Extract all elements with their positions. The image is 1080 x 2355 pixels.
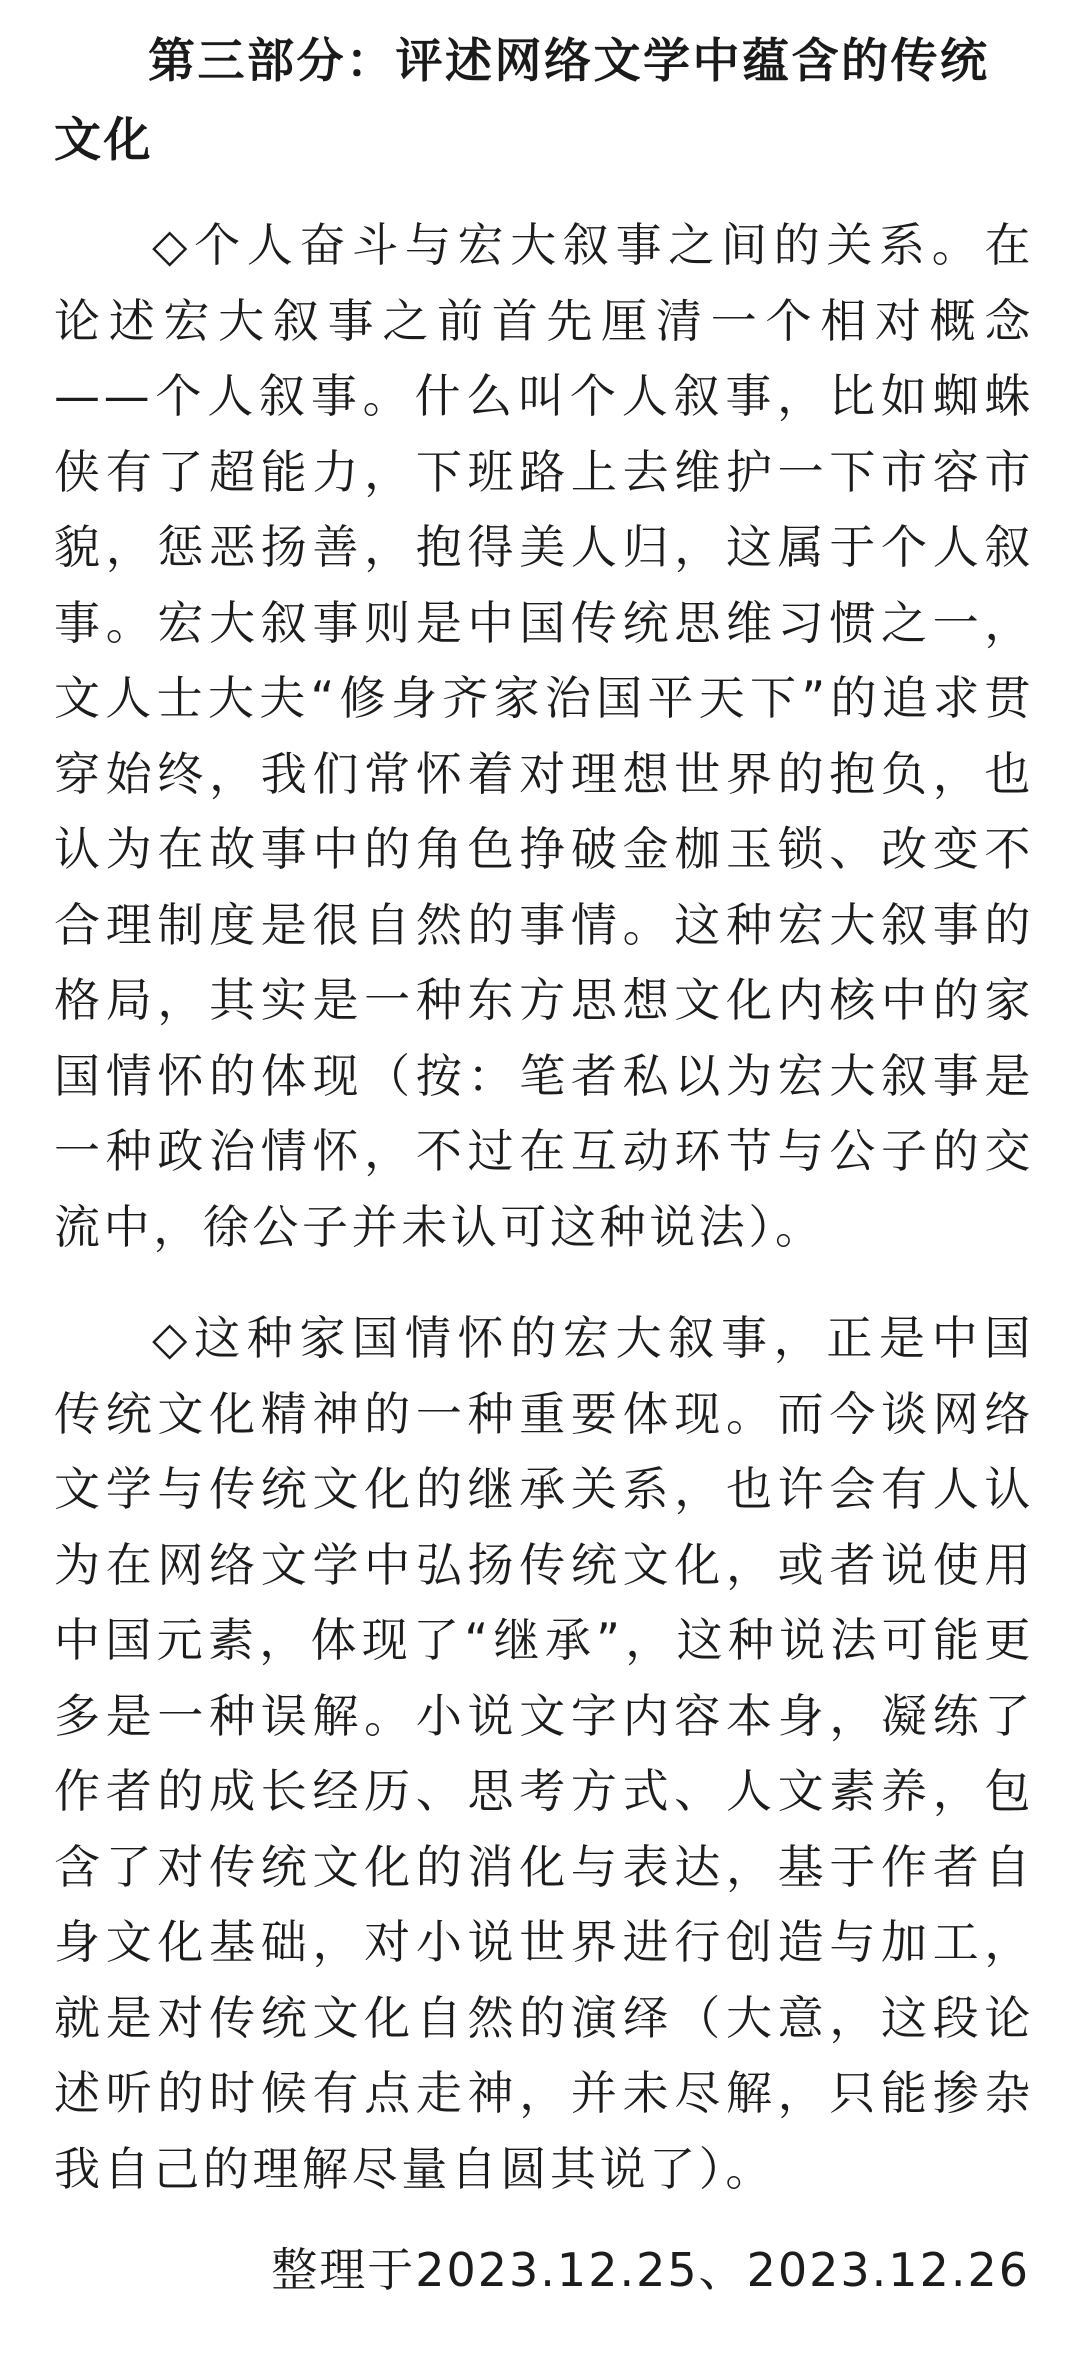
- article-body: [54, 22, 1034, 2308]
- section-title: 第三部分：评述网络文学中蕴含的传统文化: [54, 34, 990, 168]
- compiled-date-signature: 整理于2023.12.25、2023.12.26: [271, 2243, 1030, 2297]
- paragraph-personal-vs-grand-narrative: ◇个人奋斗与宏大叙事之间的关系。在论述宏大叙事之前首先厘清一个相对概念——个人叙事。什么叫个人叙事，比如蜘蛛侠有了超能力，下班路上去维护一下市容市貌，惩恶扬善，抱得美人归，这属于个人叙事。宏大叙事则是中国传统思维习惯之一，文人士大夫“修身齐家治国平天下”的追求贯穿始终，我们常怀着对理想世界的抱负，也认为在故事中的角色挣破金枷玉锁、改变不合理制度是很自然的事情。这种宏大叙事的格局，其实是一种东方思想文化内核中的家国情怀的体现（按：笔者私以为宏大叙事是一种政治情怀，不过在互动环节与公子的交流中，徐公子并未认可这种说法）。: [54, 218, 1034, 1254]
- paragraph-inheritance-of-tradition: ◇这种家国情怀的宏大叙事，正是中国传统文化精神的一种重要体现。而今谈网络文学与传统文化的继承关系，也许会有人认为在网络文学中弘扬传统文化，或者说使用中国元素，体现了“继承”，这种说法可能更多是一种误解。小说文字内容本身，凝练了作者的成长经历、思考方式、人文素养，包含了对传统文化的消化与表达，基于作者自身文化基础，对小说世界进行创造与加工，就是对传统文化自然的演绎（大意，这段论述听的时候有点走神，并未尽解，只能掺杂我自己的理解尽量自圆其说了）。: [54, 1311, 1034, 2196]
